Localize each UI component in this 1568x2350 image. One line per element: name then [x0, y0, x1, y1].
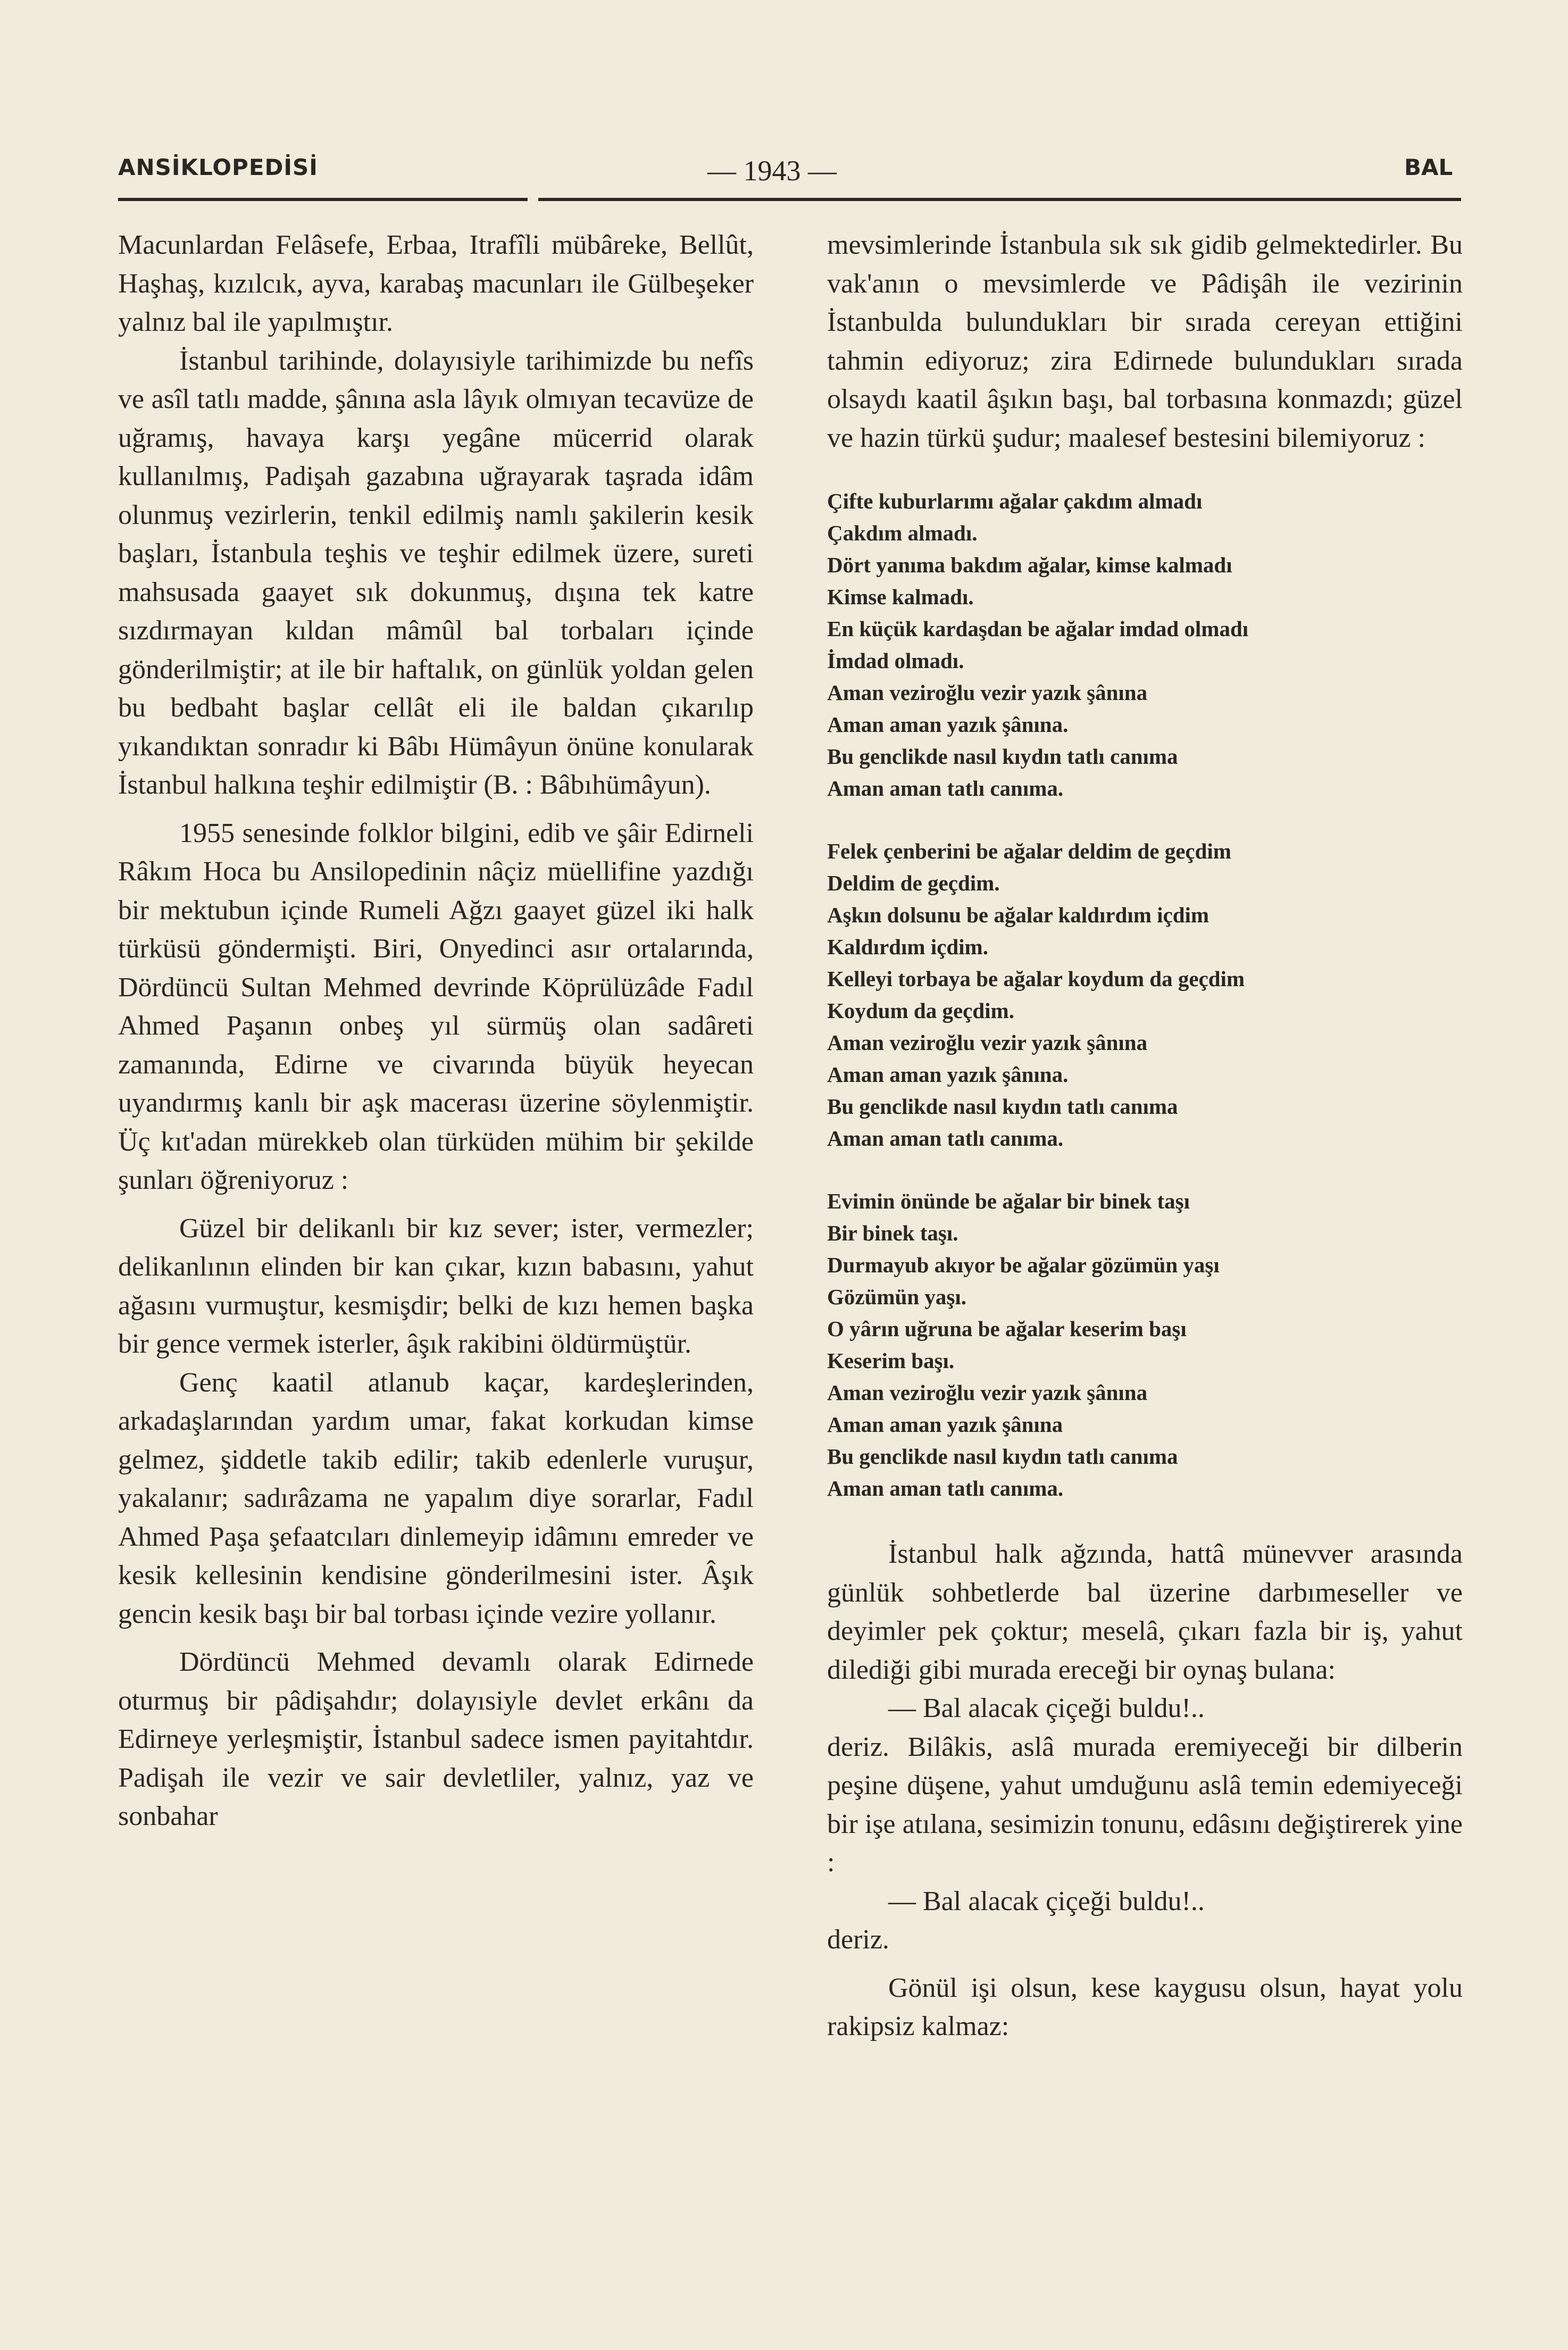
paragraph: Genç kaatil atlanub kaçar, kardeşlerinden, arkadaşlarından yardım umar, fakat korkudan kimse gelmez, şiddetle takib edilir; takib edenlerle vuruşur, yakalanır; sadırâzama ne yapalım diye sorarlar, Fadıl Ahmed Paşa şefaatcıları dinlemeyip idâmını emreder ve kesik kellesinin kendisine gönderilmesini ister. Âşık gencin kesik başı bir bal torbası içinde vezire yollanır.	[118, 1367, 754, 1629]
verse-line: Aman aman tatlı canıma.	[827, 1476, 1064, 1501]
verse-line: Bir binek taşı.	[827, 1221, 958, 1245]
folk-song	[827, 485, 1463, 1504]
verse-line: Bu genclikde nasıl kıydın tatlı canıma	[827, 1094, 1178, 1119]
stanza	[827, 485, 1463, 804]
verse-line: En küçük kardaşdan be ağalar imdad olmadı	[827, 616, 1249, 641]
verse-line: Çakdım almadı.	[827, 521, 978, 545]
verse-line: Kelleyi torbaya be ağalar koydum da geçdim	[827, 966, 1245, 991]
verse-line: Gözümün yaşı.	[827, 1285, 966, 1309]
verse-line: O yârın uğruna be ağalar keserim başı	[827, 1316, 1187, 1341]
paragraph: Dördüncü Mehmed devamlı olarak Edirnede oturmuş bir pâdişahdır; dolayısiyle devlet erkânı da Edirneye yerleşmiştir, İstanbul sadece ismen payitahtdır. Padişah ile vezir ve sair devletliler, yalnız, yaz ve sonbahar	[118, 1647, 754, 1831]
verse-line: Aman veziroğlu vezir yazık şânına	[827, 1380, 1148, 1405]
verse-line: Koydum da geçdim.	[827, 998, 1014, 1023]
paragraph: deriz.	[827, 1924, 889, 1955]
saying: — Bal alacak çiçeği buldu!..	[888, 1693, 1205, 1723]
verse-line: Kimse kalmadı.	[827, 585, 974, 609]
running-header-right: BAL	[1404, 154, 1453, 180]
paragraph: 1955 senesinde folklor bilgini, edib ve şâir Edirneli Râkım Hoca bu Ansilopedinin nâçiz müellifine yazdığı bir mektubun içinde Rumeli Ağzı gaayet güzel iki halk türküsü göndermişti. Biri, Onyedinci asır ortalarında, Dördüncü Sultan Mehmed devrinde Köprülüzâde Fadıl Ahmed Paşanın onbeş yıl sürmüş olan sadâreti zamanında, Edirne ve civarında büyük heyecan uyandırmış kanlı bir aşk macerası üzerine söylenmiştir. Üç kıt'adan mürekkeb olan türküden mühim bir şekilde şunları öğreniyoruz :	[118, 818, 754, 1195]
verse-line: Deldim de geçdim.	[827, 871, 1000, 895]
paragraph: Güzel bir delikanlı bir kız sever; ister, vermezler; delikanlının elinden bir kan çıkar, kızın babasını, yahut ağasını vurmuştur, kesmişdir; belki de kızı hemen başka bir gence vermek isterler, âşık rakibini öldürmüştür.	[118, 1213, 754, 1359]
header-rule-left	[118, 198, 528, 201]
saying: — Bal alacak çiçeği buldu!..	[888, 1886, 1205, 1916]
verse-line: Aşkın dolsunu be ağalar kaldırdım içdim	[827, 903, 1210, 927]
verse-line: Aman veziroğlu vezir yazık şânına	[827, 1030, 1148, 1055]
verse-line: Dört yanıma bakdım ağalar, kimse kalmadı	[827, 553, 1232, 577]
verse-line: Aman aman yazık şânına.	[827, 1062, 1069, 1087]
page-number: — 1943 —	[707, 155, 837, 187]
stanza	[827, 1185, 1463, 1504]
right-column	[827, 226, 1463, 2046]
paragraph: İstanbul tarihinde, dolayısiyle tarihimizde bu nefîs ve asîl tatlı madde, şânına asla lâyık olmıyan tecavüze de uğramış, havaya karşı yegâne mücerrid olarak kullanılmış, Padişah gazabına uğrayarak taşrada idâm olunmuş vezirlerin, tenkil edilmiş namlı şakilerin kesik başları, İstanbula teşhis ve teşhir edilmek üzere, sureti mahsusada gaayet sık dokunmuş, dışına tek katre sızdırmayan kıldan mâmûl bal torbaları içinde gönderilmiştir; at ile bir haftalık, on günlük yoldan gelen bu bedbaht başlar cellât eli ile baldan çıkarılıp yıkandıktan sonradır ki Bâbı Hümâyun önüne konularak İstanbul halkına teşhir edilmiştir (B. : Bâbıhümâyun).	[118, 345, 754, 800]
paragraph: İstanbul halk ağzında, hattâ münevver arasında günlük sohbetlerde bal üzerine darbımeseller ve deyimler pek çoktur; meselâ, çıkarı fazla bir iş, yahut dilediği gibi murada ereceği bir oynaş bulana:	[827, 1539, 1463, 1685]
verse-line: Aman aman yazık şânına	[827, 1412, 1063, 1437]
paragraph: Gönül işi olsun, kese kaygusu olsun, hayat yolu rakipsiz kalmaz:	[827, 1972, 1463, 2041]
verse-line: Durmayub akıyor be ağalar gözümün yaşı	[827, 1253, 1220, 1277]
paragraph: mevsimlerinde İstanbula sık sık gidib gelmektedirler. Bu vak'anın o mevsimlerde ve Pâdişâh ile vezirinin İstanbulda bulundukları bir sırada cereyan ettiğini tahmin ediyoruz; zira Edirnede bulundukları sırada olsaydı kaatil âşıkın başı, bal torbasına konmazdı; güzel ve hazin türkü şudur; maalesef bestesini bilemiyoruz :	[827, 230, 1463, 453]
paragraph: Macunlardan Felâsefe, Erbaa, Itrafîli mübâreke, Bellût, Haşhaş, kızılcık, ayva, karabaş macunları ile Gülbeşeker yalnız bal ile yapılmıştır.	[118, 230, 754, 337]
paragraph: deriz. Bilâkis, aslâ murada eremiyeceği bir dilberin peşine düşene, yahut umduğunu aslâ temin edemiyeceği bir işe atılana, sesimizin tonunu, edâsını değiştirerek yine :	[827, 1731, 1463, 1878]
verse-line: Çifte kuburlarımı ağalar çakdım almadı	[827, 489, 1203, 513]
verse-line: Aman veziroğlu vezir yazık şânına	[827, 680, 1148, 705]
verse-line: İmdad olmadı.	[827, 648, 964, 673]
verse-line: Aman aman tatlı canıma.	[827, 1126, 1064, 1151]
verse-line: Bu genclikde nasıl kıydın tatlı canıma	[827, 744, 1178, 769]
verse-line: Bu genclikde nasıl kıydın tatlı canıma	[827, 1444, 1178, 1469]
verse-line: Aman aman tatlı canıma.	[827, 776, 1064, 801]
header-rule-right	[538, 198, 1461, 201]
verse-line: Aman aman yazık şânına.	[827, 712, 1069, 737]
stanza	[827, 835, 1463, 1154]
left-column	[118, 226, 754, 1836]
verse-line: Keserim başı.	[827, 1348, 955, 1373]
closing-text	[827, 1535, 1463, 2046]
verse-line: Felek çenberini be ağalar deldim de geçdim	[827, 839, 1231, 863]
verse-line: Evimin önünde be ağalar bir binek taşı	[827, 1189, 1190, 1213]
verse-line: Kaldırdım içdim.	[827, 935, 988, 959]
running-header-left: ANSİKLOPEDİSİ	[118, 154, 318, 180]
